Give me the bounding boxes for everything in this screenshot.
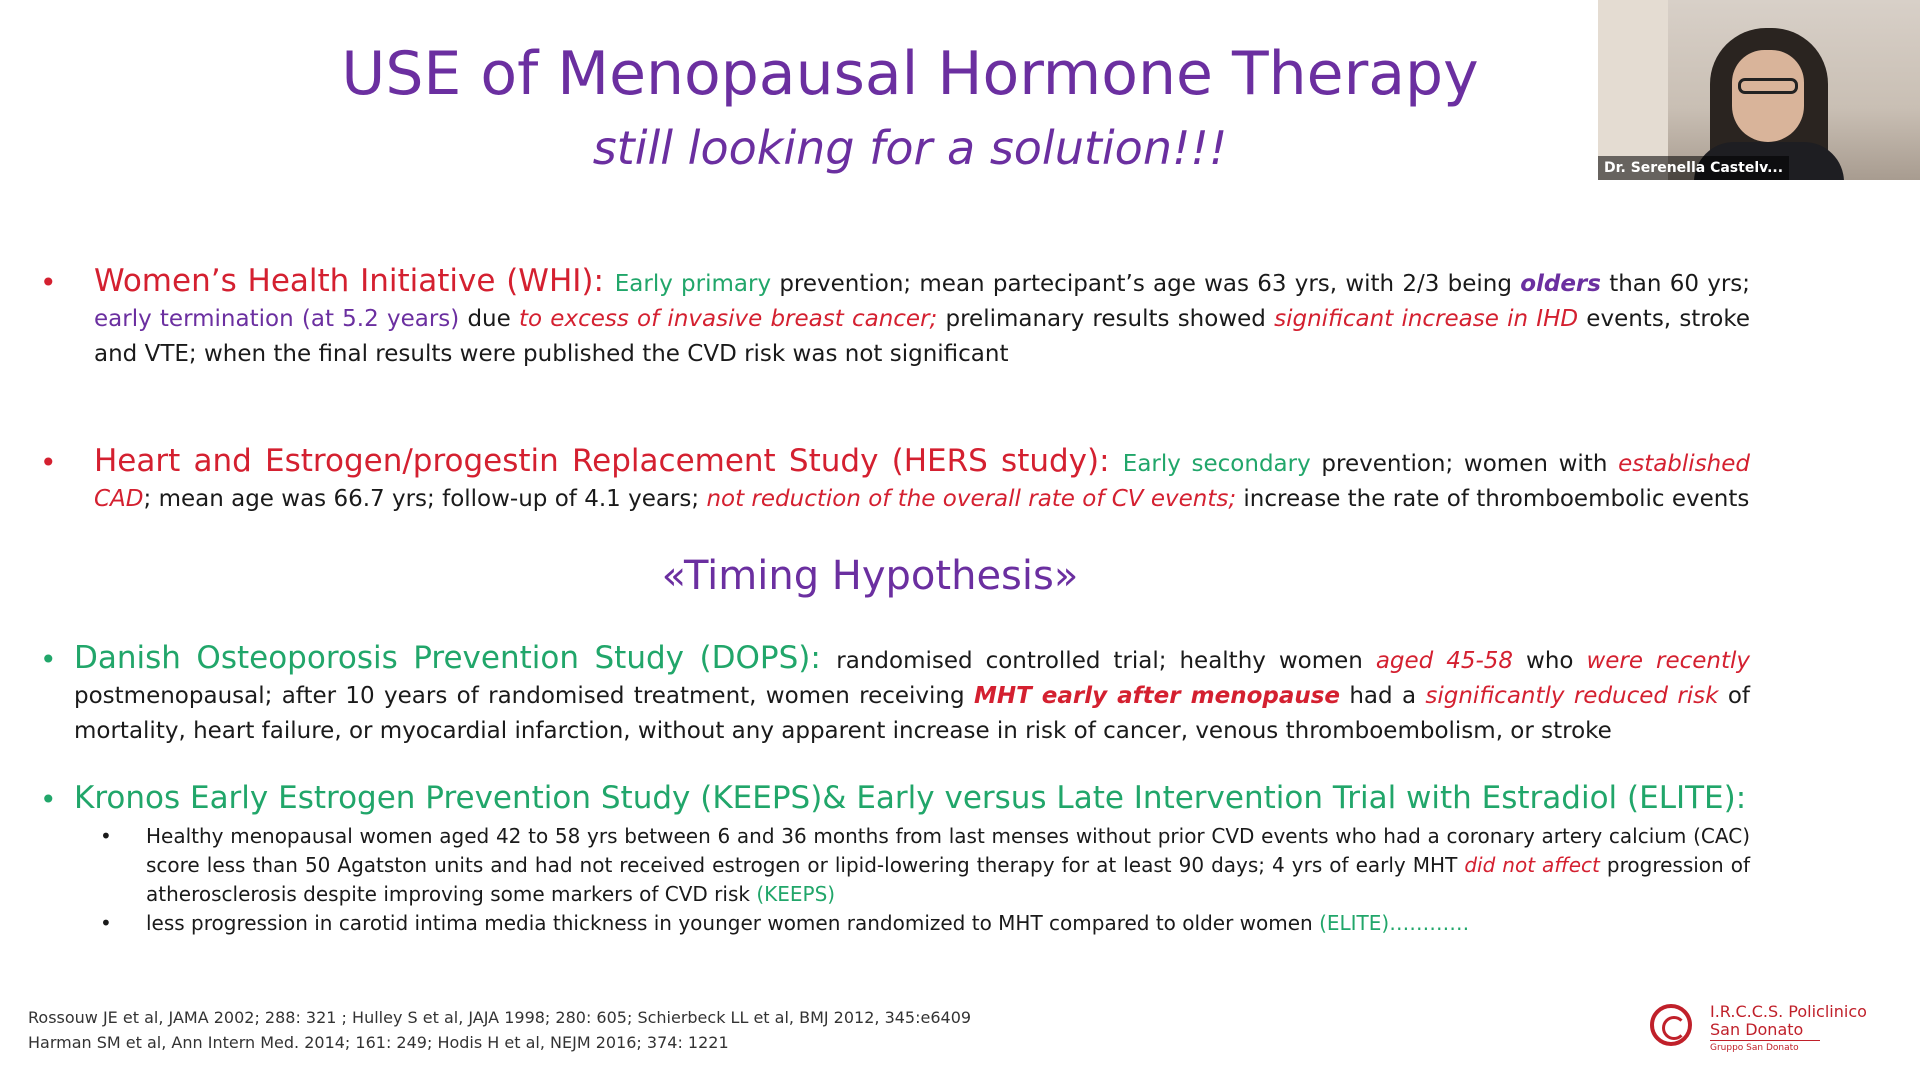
keeps-heading: Kronos Early Estrogen Prevention Study (KEEPS)& Early versus Late Intervention Trial with Estradiol (ELITE): xyxy=(74,780,1747,816)
whi-text-3: olders xyxy=(1520,271,1601,297)
bullet-hers xyxy=(40,444,1750,517)
bullet-dot: • xyxy=(40,783,57,816)
timing-hypothesis-heading: «Timing Hypothesis» xyxy=(661,553,1079,599)
hers-text-2: prevention; women with xyxy=(1310,451,1619,477)
dops-heading: Danish Osteoporosis Prevention Study (DOPS): xyxy=(74,640,837,676)
dops-text-2: aged 45-58 xyxy=(1375,648,1514,674)
keeps-sub1-text-2: did not affect xyxy=(1464,853,1600,877)
bullet-dot: • xyxy=(40,266,57,299)
dops-text-9: of mortality, heart failure, or myocardial infarction, without any apparent increase in risk of cancer, venous thromboembolism, or stroke xyxy=(74,683,1750,744)
keeps-sub2-text-2: (ELITE)………… xyxy=(1319,911,1470,935)
hers-text-4: ; mean age was 66.7 yrs; follow-up of 4.1 years; xyxy=(143,486,707,512)
bullet-dot: • xyxy=(40,446,57,479)
logo-line-2: San Donato xyxy=(1710,1020,1804,1039)
whi-text-9: significant increase in IHD xyxy=(1274,306,1579,332)
keeps-sub1-text-1: Healthy menopausal women aged 42 to 58 yrs between 6 and 36 months from last menses without prior CVD events who had a coronary artery calcium (CAC) score less than 50 Agatston units and had not received estrogen or lipid-lowering therapy for at least 90 days; 4 yrs of early MHT xyxy=(146,824,1750,877)
hers-heading: Heart and Estrogen/progestin Replacement Study (HERS study): xyxy=(94,443,1123,479)
bullet-dops xyxy=(40,641,1750,749)
dops-text-7: had a xyxy=(1340,683,1426,709)
dops-text-3: who xyxy=(1513,648,1587,674)
bullet-keeps-text xyxy=(74,781,1750,819)
whi-text-5: early termination (at 5.2 years) xyxy=(94,306,460,332)
whi-text-2: prevention; mean partecipant’s age was 63 yrs, with 2/3 being xyxy=(771,271,1521,297)
dops-text-5: postmenopausal; after 10 years of randomised treatment, women receiving xyxy=(74,683,974,709)
whi-text-8: prelimanary results showed xyxy=(937,306,1275,332)
speaker-video-tile[interactable] xyxy=(1598,0,1920,180)
slide-subtitle: still looking for a solution!!! xyxy=(592,121,1228,175)
sub-list-item xyxy=(100,909,1750,938)
bullet-whi-text xyxy=(94,264,1750,372)
speaker-face xyxy=(1732,50,1804,142)
bullet-whi xyxy=(40,264,1750,372)
whi-text-10: events, stroke and VTE; when the final results were published the CVD risk was not significant xyxy=(94,306,1750,367)
reference-line-1: Rossouw JE et al, JAMA 2002; 288: 321 ; Hulley S et al, JAJA 1998; 280: 605; Schierbeck LL et al, BMJ 2012, 345:e6409 xyxy=(28,1008,972,1027)
keeps-sub2-text-1: less progression in carotid intima media thickness in younger women randomized to MHT compared to older women xyxy=(146,911,1320,935)
video-background xyxy=(1598,0,1668,180)
reference-line-2: Harman SM et al, Ann Intern Med. 2014; 161: 249; Hodis H et al, NEJM 2016; 374: 1221 xyxy=(28,1033,729,1052)
bullet-hers-text xyxy=(94,444,1750,517)
keeps-sub1-text-4: (KEEPS) xyxy=(756,882,836,906)
bullet-dot: • xyxy=(40,643,57,676)
whi-text-4: than 60 yrs; xyxy=(1600,271,1751,297)
sub-bullet-dot: • xyxy=(100,911,112,935)
keeps-sub-list xyxy=(100,822,1750,938)
keeps-sub1-text-3: progression of atherosclerosis despite improving some markers of CVD risk xyxy=(146,853,1751,906)
sub-list-item xyxy=(100,822,1750,909)
logo-line-3: Gruppo San Donato xyxy=(1710,1043,1799,1053)
hers-text-3: established CAD xyxy=(94,451,1750,512)
hers-text-5: not reduction of the overall rate of CV events; xyxy=(706,486,1237,512)
whi-heading: Women’s Health Initiative (WHI): xyxy=(94,263,615,299)
dops-text-1: randomised controlled trial; healthy women xyxy=(836,648,1376,674)
speaker-name-label: Dr. Serenella Castelv... xyxy=(1598,156,1789,180)
logo-divider xyxy=(1710,1040,1820,1041)
speaker-glasses xyxy=(1738,78,1798,94)
sub-bullet-dot: • xyxy=(100,824,112,848)
dops-text-4: were recently xyxy=(1586,648,1750,674)
whi-text-6: due xyxy=(459,306,519,332)
bullet-keeps-elite xyxy=(40,781,1750,819)
institution-logo xyxy=(1650,1002,1892,1064)
references xyxy=(28,1005,971,1055)
dops-text-6: MHT early after menopause xyxy=(973,683,1341,709)
whi-text-1: Early primary xyxy=(614,271,772,297)
slide-title: USE of Menopausal Hormone Therapy xyxy=(341,39,1479,109)
dops-text-8: significantly reduced risk xyxy=(1425,683,1719,709)
hers-text-1: Early secondary xyxy=(1122,451,1311,477)
hers-text-6: increase the rate of thromboembolic events xyxy=(1236,486,1750,512)
logo-line-1: I.R.C.C.S. Policlinico xyxy=(1710,1002,1867,1021)
logo-mark-icon xyxy=(1650,1004,1692,1046)
whi-text-7: to excess of invasive breast cancer; xyxy=(519,306,938,332)
bullet-dops-text xyxy=(74,641,1750,749)
